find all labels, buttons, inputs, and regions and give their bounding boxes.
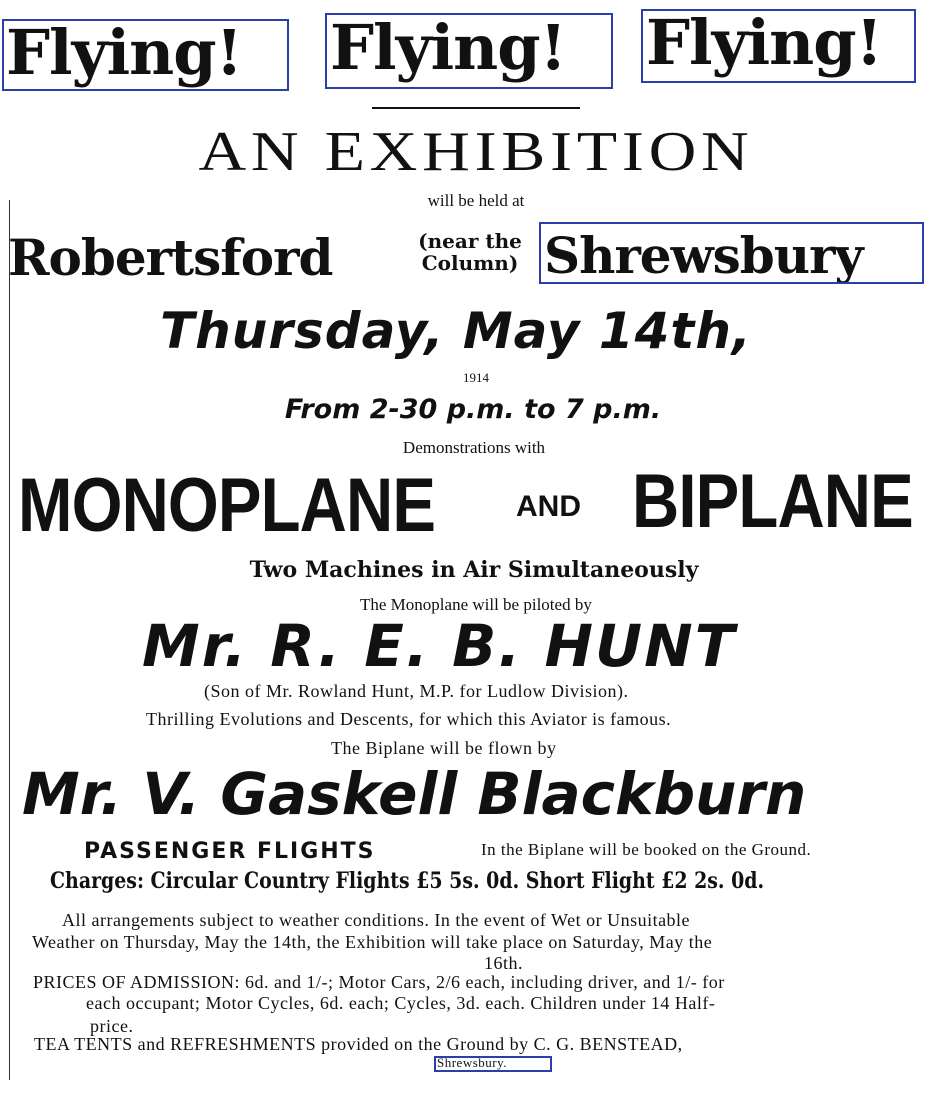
passenger-flights-heading: PASSENGER FLIGHTS [84, 839, 376, 864]
highlight-box [434, 1056, 552, 1072]
two-machines-text: Two Machines in Air Simultaneously [249, 557, 699, 583]
monoplane-pilot-note: (Son of Mr. Rowland Hunt, M.P. for Ludlow Division). [204, 681, 629, 701]
tea-town: Shrewsbury. [437, 1055, 508, 1070]
event-year: 1914 [463, 370, 489, 385]
flying-heading-1: Flying! [6, 16, 242, 89]
near-note-line-2: Column) [421, 251, 519, 275]
weather-line-1: All arrangements subject to weather conditions. In the event of Wet or Unsuitable [62, 910, 691, 930]
town-name: Shrewsbury [544, 226, 863, 285]
demonstrations-text: Demonstrations with [402, 438, 546, 457]
highlight-box [2, 16, 289, 91]
event-times: From 2-30 p.m. to 7 p.m. [284, 394, 662, 425]
flying-heading-3: Flying! [646, 6, 882, 79]
highlight-box [641, 6, 916, 83]
near-note-line-1: (near the [418, 229, 522, 253]
thrilling-text: Thrilling Evolutions and Descents, for which this Aviator is famous. [146, 709, 672, 729]
held-at-text: will be held at [427, 191, 525, 210]
exhibition-title: AN EXHIBITION [198, 121, 754, 183]
tea-tents-line: TEA TENTS and REFRESHMENTS provided on the Ground by C. G. BENSTEAD, [34, 1034, 683, 1054]
weather-line-3: 16th. [484, 953, 524, 973]
biplane-heading: BIPLANE [632, 459, 913, 544]
monoplane-heading: MONOPLANE [18, 463, 436, 548]
event-date: Thursday, May 14th, [160, 302, 752, 360]
and-text: AND [516, 490, 581, 523]
passenger-flights-note: In the Biplane will be booked on the Ground. [481, 840, 812, 859]
place-name: Robertsford [8, 228, 333, 287]
near-note [406, 230, 534, 274]
charges-text: Charges: Circular Country Flights £5 5s. 0d. Short Flight £2 2s. 0d. [50, 868, 765, 894]
highlight-box [325, 13, 613, 89]
prices-line-2: each occupant; Motor Cycles, 6d. each; Cycles, 3d. each. Children under 14 Half- [86, 993, 716, 1013]
weather-line-2: Weather on Thursday, May the 14th, the Exhibition will take place on Saturday, May the [32, 932, 713, 952]
flying-heading-2: Flying! [330, 11, 566, 84]
biplane-pilot-name: Mr. V. Gaskell Blackburn [22, 760, 807, 828]
prices-line-3: price. [90, 1016, 134, 1036]
monoplane-pilot-name: Mr. R. E. B. HUNT [142, 612, 737, 680]
prices-line-1: PRICES OF ADMISSION: 6d. and 1/-; Motor Cars, 2/6 each, including driver, and 1/- for [33, 972, 725, 992]
biplane-pilot-intro: The Biplane will be flown by [331, 738, 557, 758]
divider-rule [372, 107, 580, 109]
monoplane-pilot-intro: The Monoplane will be piloted by [360, 595, 592, 614]
highlight-box [539, 222, 924, 284]
